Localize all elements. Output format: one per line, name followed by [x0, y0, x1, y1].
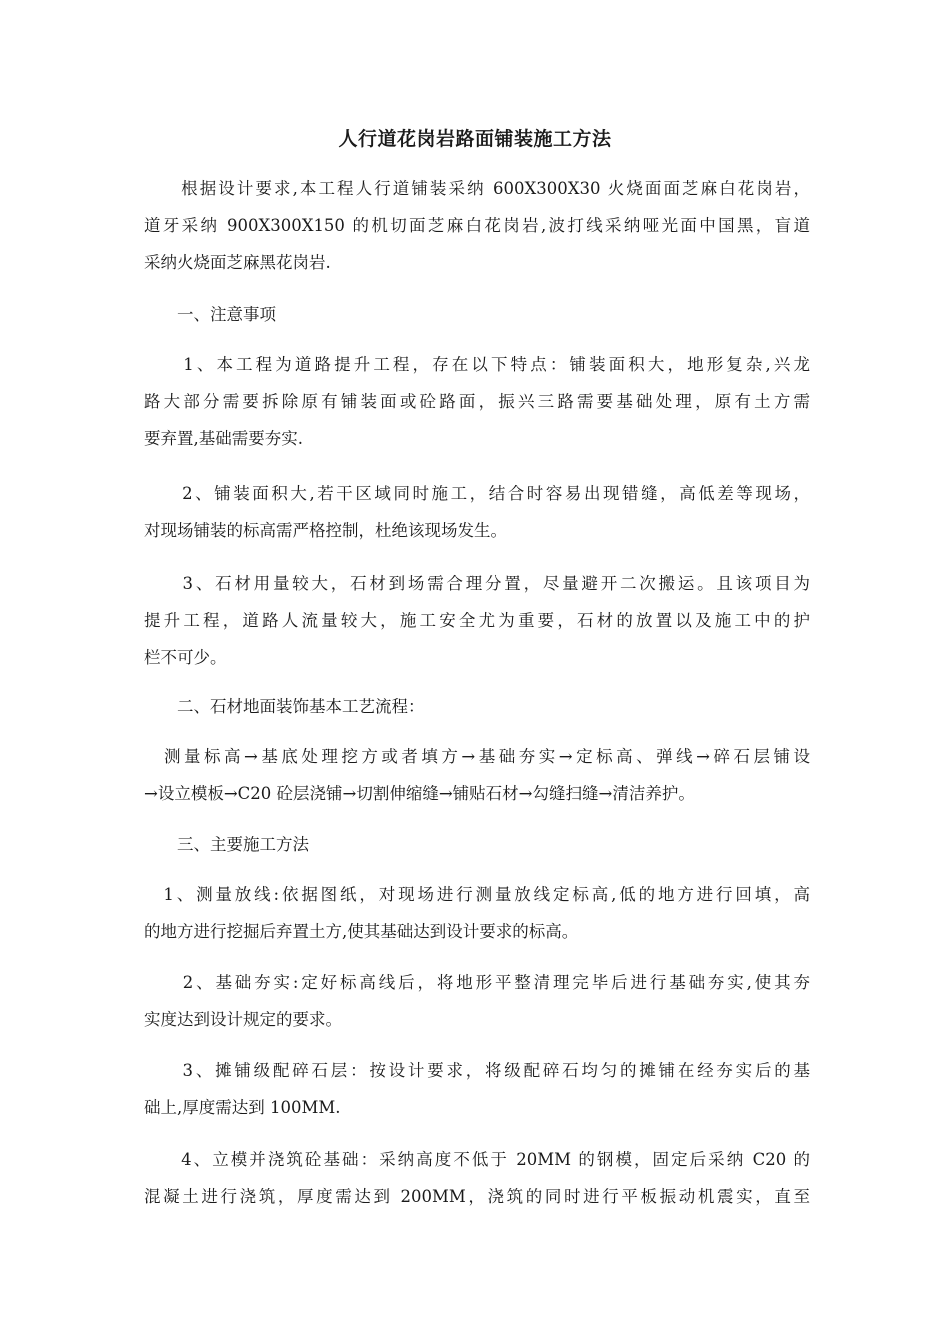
text-line: 对现场铺装的标高需严格控制，杜绝该现场发生。: [144, 521, 507, 540]
paragraph-intro: [144, 170, 810, 281]
text-line: 2、铺装面积大,若干区域同时施工，结合时容易出现错缝，高低差等现场，: [144, 484, 810, 503]
paragraph-method-4: [144, 1141, 810, 1215]
text-line: 一、注意事项: [144, 305, 276, 324]
section-heading-2: [144, 688, 810, 725]
text-line: 测量标高→基底处理挖方或者填方→基础夯实→定标高、弹线→碎石层铺设: [144, 747, 810, 766]
paragraph-method-2: [144, 964, 810, 1038]
paragraph-process-flow: [144, 738, 810, 812]
text-line: →设立模板→C20 砼层浇铺→切割伸缩缝→铺贴石材→勾缝扫缝→清洁养护。: [144, 784, 695, 803]
text-line: 2、基础夯实:定好标高线后，将地形平整清理完毕后进行基础夯实,使其夯: [144, 973, 810, 992]
text-line: 栏不可少。: [144, 648, 227, 667]
text-line: 二、石材地面装饰基本工艺流程：: [144, 697, 425, 716]
paragraph-note-1: [144, 346, 810, 457]
text-line: 实度达到设计规定的要求。: [144, 1010, 342, 1029]
text-line: 三、主要施工方法: [144, 835, 309, 854]
section-heading-1: [144, 296, 810, 333]
section-heading-3: [144, 826, 810, 863]
text-line: 路大部分需要拆除原有铺装面或砼路面，振兴三路需要基础处理，原有土方需: [144, 392, 810, 411]
text-line: 的地方进行挖掘后弃置土方,使其基础达到设计要求的标高。: [144, 922, 579, 941]
text-line: 提升工程，道路人流量较大，施工安全尤为重要，石材的放置以及施工中的护: [144, 611, 810, 630]
document-title: 人行道花岗岩路面铺装施工方法: [338, 128, 612, 150]
paragraph-method-1: [144, 876, 810, 950]
text-line: 要弃置,基础需要夯实.: [144, 429, 303, 448]
text-line: 1、测量放线:依据图纸，对现场进行测量放线定标高,低的地方进行回填，高: [144, 885, 810, 904]
paragraph-note-2: [144, 475, 810, 549]
text-line: 混凝土进行浇筑，厚度需达到 200MM，浇筑的同时进行平板振动机震实，直至: [144, 1187, 810, 1206]
text-line: 道牙采纳 900X300X150 的机切面芝麻白花岗岩,波打线采纳哑光面中国黑，盲道: [144, 216, 810, 235]
text-line: 3、石材用量较大，石材到场需合理分置，尽量避开二次搬运。且该项目为: [144, 574, 810, 593]
text-line: 1、本工程为道路提升工程，存在以下特点：铺装面积大，地形复杂,兴龙: [144, 355, 810, 374]
text-line: 3、摊铺级配碎石层：按设计要求，将级配碎石均匀的摊铺在经夯实后的基: [144, 1061, 810, 1080]
text-line: 础上,厚度需达到 100MM.: [144, 1098, 341, 1117]
text-line: 根据设计要求,本工程人行道铺装采纳 600X300X30 火烧面面芝麻白花岗岩，: [144, 179, 810, 198]
text-line: 采纳火烧面芝麻黑花岗岩.: [144, 253, 331, 272]
paragraph-method-3: [144, 1052, 810, 1126]
paragraph-note-3: [144, 565, 810, 676]
text-line: 4、立模并浇筑砼基础：采纳高度不低于 20MM 的钢模，固定后采纳 C20 的: [144, 1150, 810, 1169]
